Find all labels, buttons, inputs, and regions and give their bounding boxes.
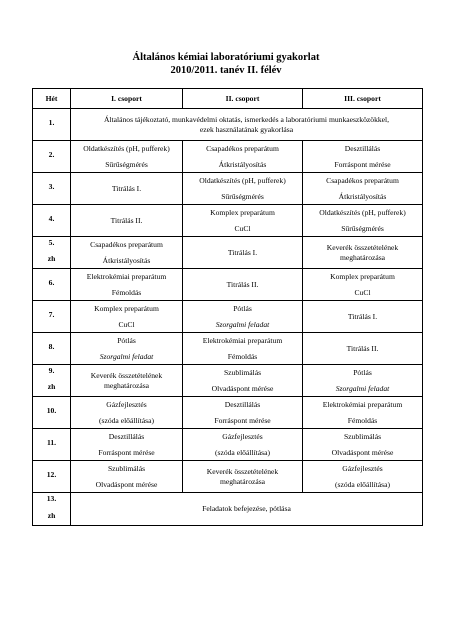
table-row	[33, 365, 423, 397]
cell-text: Desztillálás	[344, 144, 381, 153]
table-row	[33, 461, 423, 493]
cell-text: Általános tájékoztató, munkavédelmi oktatás, ismerkedés a laboratóriumi munkaeszközökkel, ezek használatának gyakorlása	[103, 115, 390, 134]
group-1-cell	[71, 397, 183, 429]
cell-text: Csapadékos preparátum	[326, 176, 399, 185]
table-row	[33, 237, 423, 269]
cell-text: Elektrokémiai preparátum	[86, 272, 167, 281]
group-1-cell	[71, 237, 183, 269]
group-3-cell	[303, 269, 423, 301]
group-2-cell	[183, 173, 303, 205]
week-cell	[33, 237, 71, 269]
document-title: Általános kémiai laboratóriumi gyakorlat	[132, 52, 320, 63]
header-group-1: I. csoport	[71, 89, 183, 109]
cell-text: Gázfejlesztés	[106, 400, 147, 409]
cell-text: (szóda előállítása)	[98, 415, 155, 425]
group-2-cell	[183, 461, 303, 493]
group-2-cell	[183, 397, 303, 429]
group-3-cell	[303, 205, 423, 237]
cell-text: Titrálás I.	[347, 311, 378, 321]
cell-text: (szóda előállítása)	[214, 447, 271, 457]
schedule-table	[32, 88, 423, 526]
week-cell	[33, 397, 71, 429]
cell-text: Szublimálás	[223, 368, 262, 377]
group-2-cell	[183, 301, 303, 333]
cell-text: (szóda előállítása)	[334, 479, 391, 489]
group-2-cell	[183, 269, 303, 301]
group-2-cell	[183, 205, 303, 237]
header-week: Hét	[33, 89, 71, 109]
table-row	[33, 493, 423, 526]
cell-text: Pótlás	[233, 304, 252, 313]
exam-marker: zh	[47, 254, 56, 263]
group-3-cell	[303, 141, 423, 173]
document-subtitle: 2010/2011. tanév II. félév	[170, 65, 282, 76]
cell-text: Keverék összetételének meghatározása	[90, 371, 163, 390]
cell-text: Sűrűségmérés	[341, 223, 384, 233]
week-cell	[33, 141, 71, 173]
group-1-cell	[71, 333, 183, 365]
cell-text: Oldatkészítés (pH, pufferek)	[319, 208, 406, 217]
cell-text: Gázfejlesztés	[222, 432, 263, 441]
week-cell	[33, 301, 71, 333]
group-3-cell	[303, 237, 423, 269]
cell-text: Keverék összetételének meghatározása	[206, 467, 279, 486]
group-1-cell	[71, 429, 183, 461]
group-2-cell	[183, 237, 303, 269]
cell-text: Feladatok befejezése, pótlása	[202, 504, 291, 514]
cell-text: Titrálás I.	[227, 247, 258, 257]
cell-text: Fémoldás	[227, 351, 258, 361]
group-3-cell	[303, 173, 423, 205]
week-cell	[33, 365, 71, 397]
cell-text: Titrálás I.	[111, 183, 142, 193]
week-cell	[33, 109, 71, 141]
week-number: 10.	[46, 405, 57, 415]
cell-text: Átkristályosítás	[102, 255, 151, 265]
cell-text: Szorgalmi feladat	[215, 319, 270, 329]
merged-cell	[71, 493, 423, 526]
exam-marker: zh	[47, 382, 56, 391]
cell-text: Átkristályosítás	[218, 159, 267, 169]
group-1-cell	[71, 365, 183, 397]
cell-text: CuCl	[118, 319, 135, 329]
cell-text: Fémoldás	[111, 287, 142, 297]
group-3-cell	[303, 301, 423, 333]
cell-text: Elektrokémiai preparátum	[322, 400, 403, 409]
cell-text: Forráspont mérése	[214, 415, 271, 425]
table-row	[33, 397, 423, 429]
week-number: 5.	[48, 237, 55, 247]
cell-text: Titrálás II.	[226, 279, 259, 289]
cell-text: Forráspont mérése	[98, 447, 155, 457]
cell-text: Olvadáspont mérése	[211, 383, 274, 393]
cell-text: Titrálás II.	[346, 343, 379, 353]
cell-text: Oldatkészítés (pH, pufferek)	[83, 144, 170, 153]
group-2-cell	[183, 333, 303, 365]
cell-text: Komplex preparátum	[330, 272, 395, 281]
table-row	[33, 141, 423, 173]
cell-text: Sűrűségmérés	[221, 191, 264, 201]
cell-text: Szorgalmi feladat	[335, 383, 390, 393]
cell-text: Pótlás	[353, 368, 372, 377]
week-cell	[33, 269, 71, 301]
merged-cell	[71, 109, 423, 141]
cell-text: Desztillálás	[224, 400, 261, 409]
cell-text: Olvadáspont mérése	[331, 447, 394, 457]
cell-text: Komplex preparátum	[94, 304, 159, 313]
week-cell	[33, 173, 71, 205]
cell-text: Desztillálás	[108, 432, 145, 441]
table-row	[33, 205, 423, 237]
table-row	[33, 333, 423, 365]
header-group-3: III. csoport	[303, 89, 423, 109]
cell-text: Komplex preparátum	[210, 208, 275, 217]
group-3-cell	[303, 461, 423, 493]
table-row	[33, 173, 423, 205]
group-1-cell	[71, 141, 183, 173]
cell-text: Olvadáspont mérése	[95, 479, 158, 489]
table-row	[33, 429, 423, 461]
week-cell	[33, 333, 71, 365]
table-row	[33, 109, 423, 141]
cell-text: Szublimálás	[107, 464, 146, 473]
cell-text: Sűrűségmérés	[105, 159, 148, 169]
table-row	[33, 301, 423, 333]
week-number: 2.	[48, 149, 55, 159]
week-number: 13.	[46, 494, 57, 503]
week-number: 8.	[48, 341, 55, 351]
group-2-cell	[183, 141, 303, 173]
cell-text: Oldatkészítés (pH, pufferek)	[199, 176, 286, 185]
group-1-cell	[71, 205, 183, 237]
group-3-cell	[303, 429, 423, 461]
group-3-cell	[303, 365, 423, 397]
group-2-cell	[183, 429, 303, 461]
exam-marker: zh	[47, 510, 56, 520]
cell-text: Szorgalmi feladat	[99, 351, 154, 361]
week-number: 7.	[48, 309, 55, 319]
cell-text: CuCl	[234, 223, 251, 233]
cell-text: Keverék összetételének meghatározása	[326, 243, 399, 262]
week-number: 6.	[48, 277, 55, 287]
table-row	[33, 269, 423, 301]
cell-text: CuCl	[354, 287, 371, 297]
cell-text: Forráspont mérése	[334, 159, 391, 169]
group-2-cell	[183, 365, 303, 397]
header-group-2: II. csoport	[183, 89, 303, 109]
week-number: 11.	[46, 437, 57, 447]
group-1-cell	[71, 269, 183, 301]
week-cell	[33, 493, 71, 526]
week-cell	[33, 461, 71, 493]
cell-text: Csapadékos preparátum	[206, 144, 279, 153]
group-1-cell	[71, 461, 183, 493]
week-cell	[33, 205, 71, 237]
cell-text: Elektrokémiai preparátum	[202, 336, 283, 345]
week-number: 1.	[48, 117, 55, 127]
week-number: 3.	[48, 181, 55, 191]
cell-text: Csapadékos preparátum	[90, 240, 163, 249]
group-1-cell	[71, 173, 183, 205]
header-row	[33, 89, 423, 109]
week-number: 4.	[48, 213, 55, 223]
week-cell	[33, 429, 71, 461]
cell-text: Titrálás II.	[110, 215, 143, 225]
cell-text: Pótlás	[117, 336, 136, 345]
group-3-cell	[303, 397, 423, 429]
cell-text: Átkristályosítás	[338, 191, 387, 201]
week-number: 9.	[48, 365, 55, 375]
cell-text: Szublimálás	[343, 432, 382, 441]
group-1-cell	[71, 301, 183, 333]
group-3-cell	[303, 333, 423, 365]
cell-text: Fémoldás	[347, 415, 378, 425]
week-number: 12.	[46, 469, 57, 479]
cell-text: Gázfejlesztés	[342, 464, 383, 473]
